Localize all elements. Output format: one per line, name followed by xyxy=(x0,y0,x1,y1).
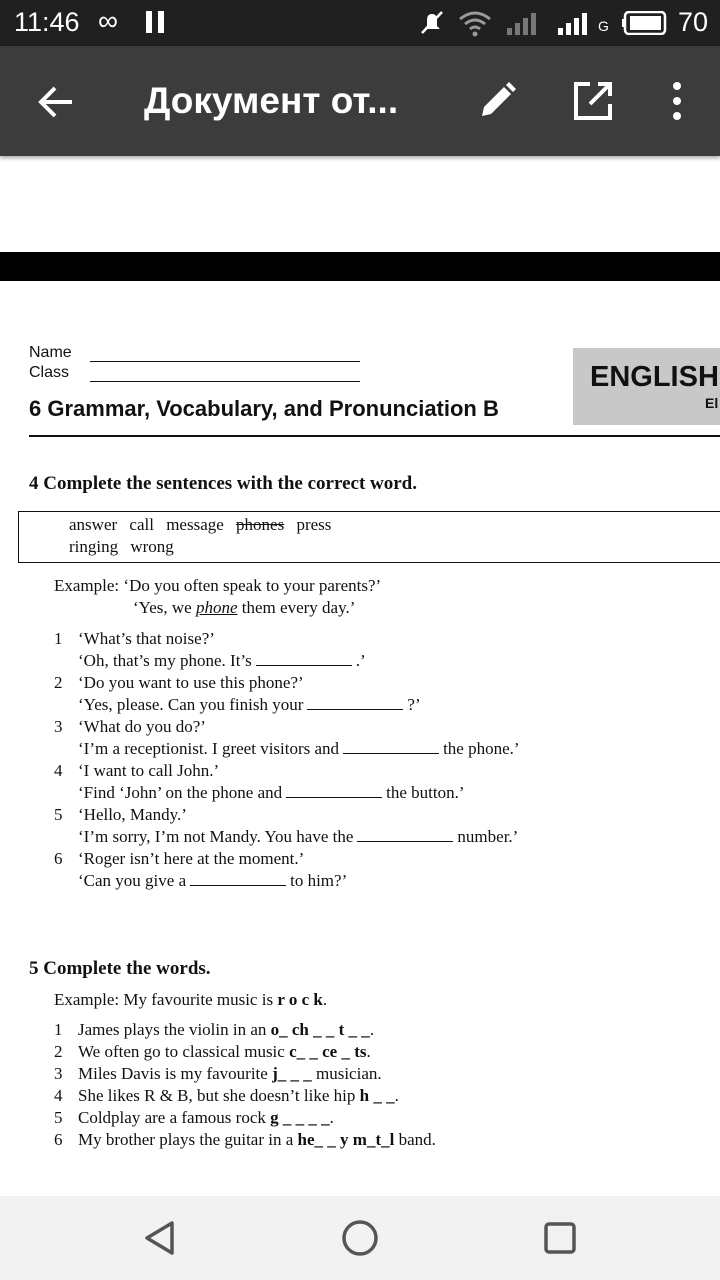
item-answer: ‘I’m a receptionist. I greet visitors and the phone.’ xyxy=(78,739,520,758)
word-blank[interactable]: c_ _ ce _ ts xyxy=(289,1042,367,1061)
class-line xyxy=(90,381,360,382)
edit-pencil-icon[interactable] xyxy=(474,78,520,124)
word-answer: answer xyxy=(69,515,118,534)
item-answer: ‘Find ‘John’ on the phone and the button.’ xyxy=(78,783,465,802)
signal-icon xyxy=(556,10,592,36)
word-item: My brother plays the guitar in a he_ _ y m_t_l band. xyxy=(78,1130,436,1149)
item-answer: ‘I’m sorry, I’m not Mandy. You have the number.’ xyxy=(78,827,519,846)
word-item: We often go to classical music c_ _ ce _ ts. xyxy=(78,1042,371,1061)
word-call: call xyxy=(129,515,154,534)
item-number: 2 xyxy=(54,673,63,692)
item-number: 3 xyxy=(54,717,63,736)
word-item: She likes R & B, but she doesn’t like hip h _ _. xyxy=(78,1086,399,1105)
more-vert-icon[interactable] xyxy=(654,78,700,124)
item-question: ‘I want to call John.’ xyxy=(78,761,220,780)
word-press: press xyxy=(296,515,332,534)
infinity-icon: ∞ xyxy=(98,5,118,36)
item-number: 5 xyxy=(54,1108,63,1127)
item-question: ‘What do you do?’ xyxy=(78,717,206,736)
brand-title: ENGLISH xyxy=(590,361,719,393)
open-external-icon[interactable] xyxy=(570,78,616,124)
battery-icon xyxy=(622,11,668,35)
word-phones: phones xyxy=(236,515,285,534)
item-number: 4 xyxy=(54,761,63,780)
class-label: Class xyxy=(29,364,70,381)
example-question: Example: ‘Do you often speak to your parents?’ xyxy=(54,576,382,595)
word-box xyxy=(18,511,720,563)
item-question: ‘What’s that noise?’ xyxy=(78,629,215,648)
wifi-icon xyxy=(458,10,492,38)
word-wrong: wrong xyxy=(130,537,174,556)
section-heading: 6 Grammar, Vocabulary, and Pronunciation B xyxy=(29,396,499,421)
word-ringing: ringing xyxy=(69,537,119,556)
name-label: Name xyxy=(29,344,72,361)
answer-blank[interactable] xyxy=(307,695,403,710)
answer-blank[interactable] xyxy=(286,783,382,798)
word-blank[interactable]: he_ _ y m_t_l xyxy=(297,1130,395,1149)
item-number: 6 xyxy=(54,849,63,868)
word-box-row xyxy=(69,515,339,535)
word-blank[interactable]: o_ ch _ _ t _ _ xyxy=(270,1020,370,1039)
signal-icon xyxy=(505,10,541,36)
word-blank[interactable]: j_ _ _ xyxy=(272,1064,312,1083)
word-box-row xyxy=(69,537,182,557)
item-number: 6 xyxy=(54,1130,63,1149)
brand-subtitle: El xyxy=(705,395,719,411)
item-number: 1 xyxy=(54,1020,63,1039)
exercise-4-title: 4 Complete the sentences with the correct word. xyxy=(29,473,417,494)
document-title: Документ от... xyxy=(144,80,399,121)
word-item: Coldplay are a famous rock g _ _ _ _. xyxy=(78,1108,334,1127)
answer-blank[interactable] xyxy=(343,739,439,754)
word-item: Miles Davis is my favourite j_ _ _ musician. xyxy=(78,1064,382,1083)
exercise-5-title: 5 Complete the words. xyxy=(29,958,211,979)
pause-icon xyxy=(146,11,168,33)
mute-icon xyxy=(418,9,446,37)
item-question: ‘Hello, Mandy.’ xyxy=(78,805,187,824)
page-divider-band xyxy=(0,252,720,281)
item-number: 3 xyxy=(54,1064,63,1083)
answer-blank[interactable] xyxy=(190,871,286,886)
word-message: message xyxy=(166,515,224,534)
word-item: James plays the violin in an o_ ch _ _ t _ _. xyxy=(78,1020,375,1039)
nav-back-icon[interactable] xyxy=(140,1218,180,1258)
word-blank[interactable]: h _ _ xyxy=(359,1086,395,1105)
item-question: ‘Do you want to use this phone?’ xyxy=(78,673,304,692)
app-bar xyxy=(0,46,720,156)
ex5-example: Example: My favourite music is r o c k. xyxy=(54,990,328,1009)
nav-home-icon[interactable] xyxy=(340,1218,380,1258)
answer-blank[interactable] xyxy=(256,651,352,666)
item-number: 5 xyxy=(54,805,63,824)
navigation-bar xyxy=(0,1196,720,1280)
status-bar xyxy=(0,0,720,46)
network-type: G xyxy=(598,18,609,34)
word-blank[interactable]: g _ _ _ _ xyxy=(270,1108,330,1127)
item-answer: ‘Oh, that’s my phone. It’s .’ xyxy=(78,651,366,670)
item-question: ‘Roger isn’t here at the moment.’ xyxy=(78,849,305,868)
name-line xyxy=(90,361,360,362)
status-time: 11:46 xyxy=(14,7,80,37)
item-number: 4 xyxy=(54,1086,63,1105)
battery-level: 70 xyxy=(677,7,708,37)
item-number: 2 xyxy=(54,1042,63,1061)
item-answer: ‘Yes, please. Can you finish your ?’ xyxy=(78,695,421,714)
document-page[interactable] xyxy=(0,281,720,1196)
nav-recents-icon[interactable] xyxy=(540,1218,580,1258)
answer-blank[interactable] xyxy=(357,827,453,842)
item-number: 1 xyxy=(54,629,63,648)
back-arrow-icon[interactable] xyxy=(36,82,76,122)
example-answer: ‘Yes, we phone them every day.’ xyxy=(133,598,356,617)
item-answer: ‘Can you give a to him?’ xyxy=(78,871,348,890)
heading-rule xyxy=(29,435,720,437)
